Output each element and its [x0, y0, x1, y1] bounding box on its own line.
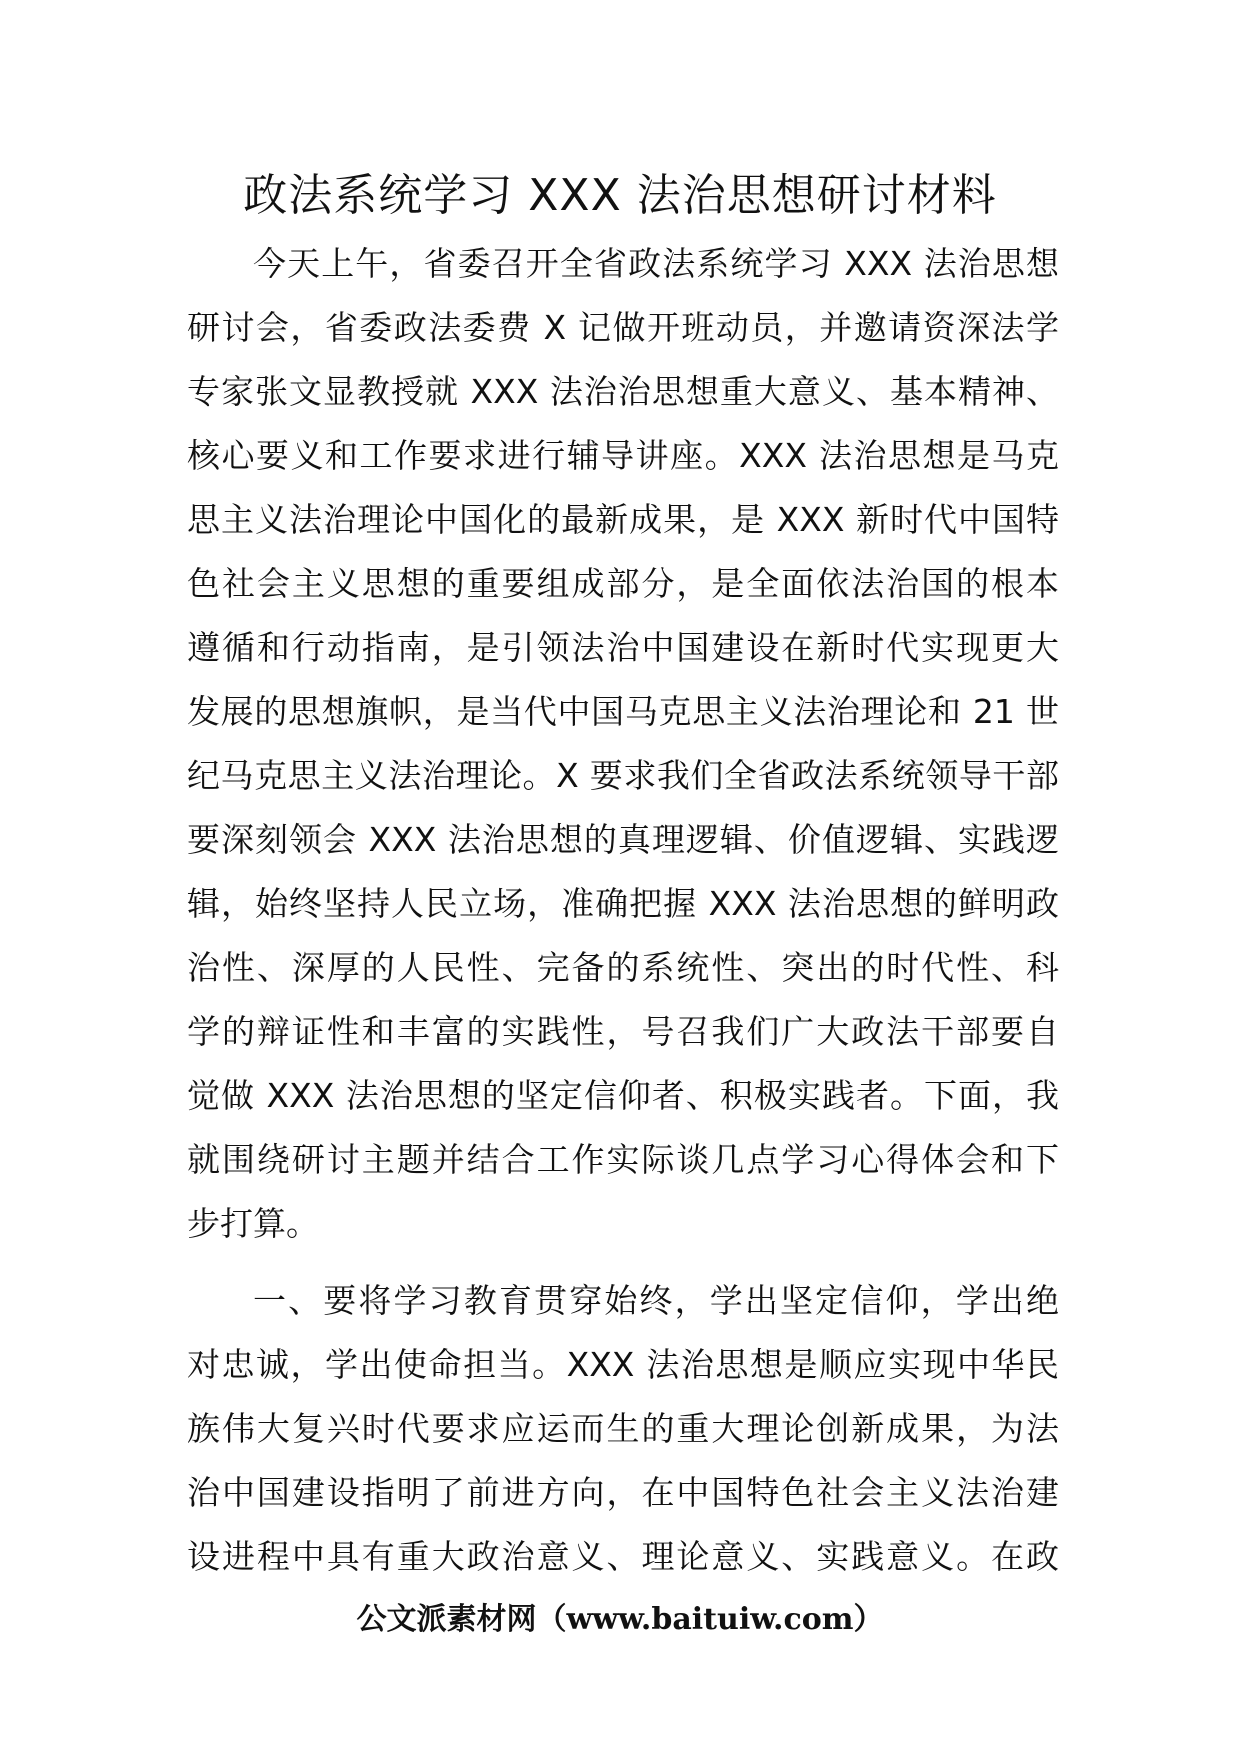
paragraph-1: [187, 232, 1059, 1256]
text-line: 要深刻领会 XXX 法治思想的真理逻辑、价值逻辑、实践逻: [187, 820, 1059, 859]
text-line: 今天上午，省委召开全省政法系统学习 XXX 法治思想: [253, 244, 1059, 283]
text-line: 治性、深厚的人民性、完备的系统性、突出的时代性、科: [187, 948, 1059, 987]
text-line: 设进程中具有重大政治意义、理论意义、实践意义。在政: [187, 1537, 1059, 1576]
text-line: 核心要义和工作要求进行辅导讲座。XXX 法治思想是马克: [187, 436, 1059, 475]
text-line: 觉做 XXX 法治思想的坚定信仰者、积极实践者。下面，我: [187, 1076, 1059, 1115]
text-line: 辑，始终坚持人民立场，准确把握 XXX 法治思想的鲜明政: [187, 884, 1059, 923]
text-line: 遵循和行动指南，是引领法治中国建设在新时代实现更大: [187, 628, 1059, 667]
text-line: 学的辩证性和丰富的实践性，号召我们广大政法干部要自: [187, 1012, 1059, 1051]
text-line: 一、要将学习教育贯穿始终，学出坚定信仰，学出绝: [253, 1281, 1059, 1320]
text-line: 专家张文显教授就 XXX 法治治思想重大意义、基本精神、: [187, 372, 1059, 411]
footer-watermark: 公文派素材网（www.baituiw.com）: [356, 1602, 884, 1637]
text-line: 研讨会，省委政法委费 X 记做开班动员，并邀请资深法学: [187, 308, 1059, 347]
text-line: 色社会主义思想的重要组成部分，是全面依法治国的根本: [187, 564, 1059, 603]
paragraph-2: [187, 1269, 1059, 1589]
document-title: 政法系统学习 XXX 法治思想研讨材料: [243, 170, 997, 221]
document-body: [187, 232, 1059, 1589]
text-line: 治中国建设指明了前进方向，在中国特色社会主义法治建: [187, 1473, 1059, 1512]
text-line: 纪马克思主义法治理论。X 要求我们全省政法系统领导干部: [187, 756, 1059, 795]
text-line: 族伟大复兴时代要求应运而生的重大理论创新成果，为法: [187, 1409, 1059, 1448]
text-line: 对忠诚，学出使命担当。XXX 法治思想是顺应实现中华民: [187, 1345, 1059, 1384]
text-line: 步打算。: [187, 1204, 319, 1243]
text-line: 发展的思想旗帜，是当代中国马克思主义法治理论和 21 世: [187, 692, 1059, 731]
paragraph-gap: [187, 1256, 1059, 1269]
text-line: 就围绕研讨主题并结合工作实际谈几点学习心得体会和下: [187, 1140, 1059, 1179]
text-line: 思主义法治理论中国化的最新成果，是 XXX 新时代中国特: [187, 500, 1059, 539]
